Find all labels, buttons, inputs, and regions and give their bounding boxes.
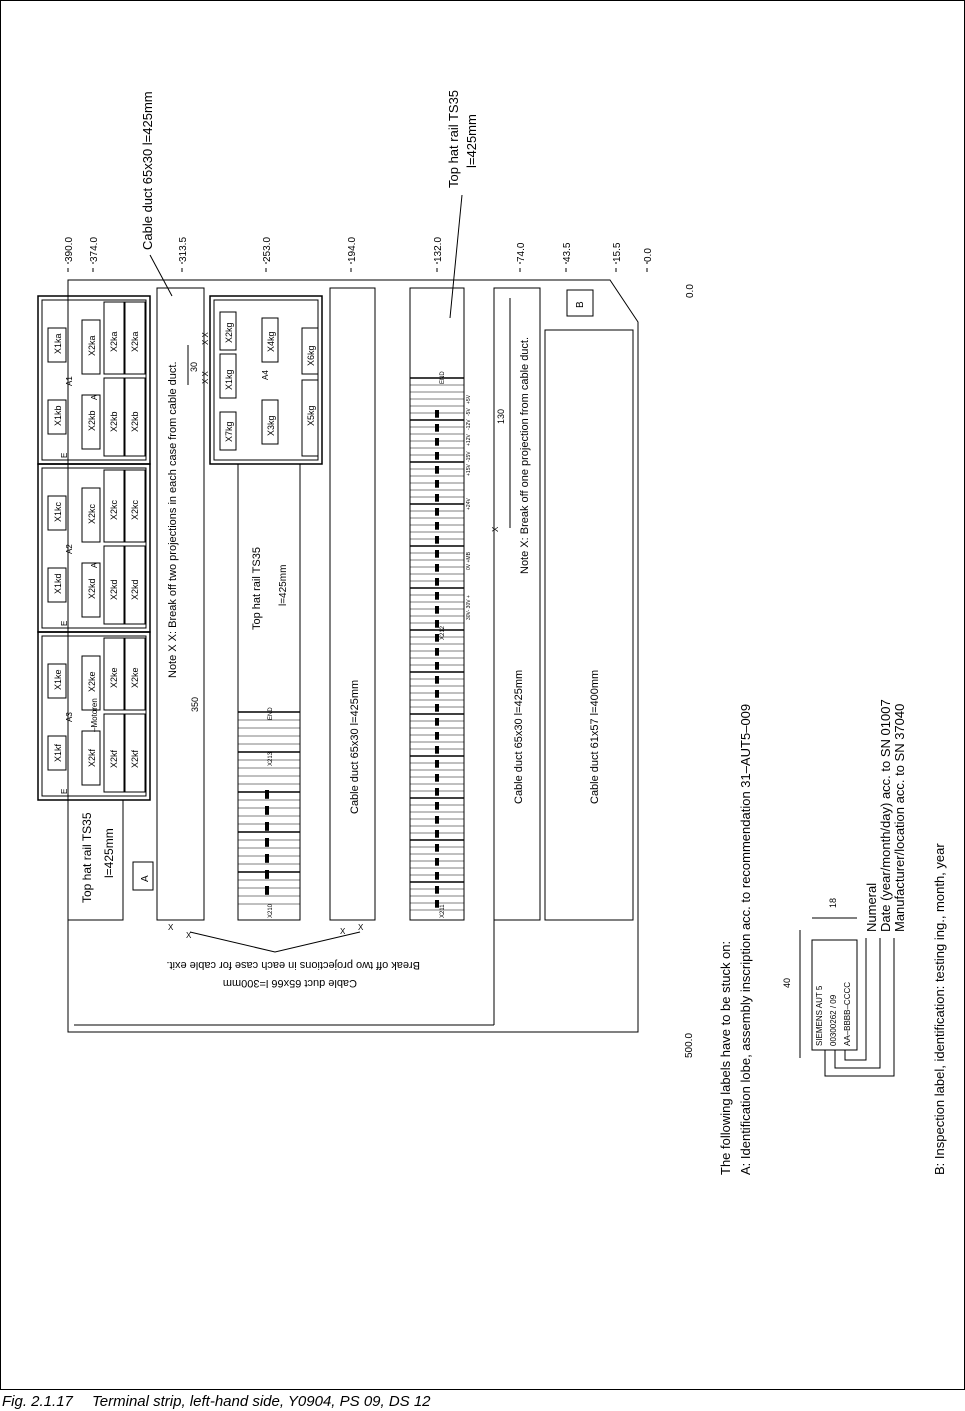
cell-x5kg: X5kg — [306, 405, 316, 426]
scale-132: 132.0 — [433, 236, 444, 262]
svg-text:-12V: -12V — [466, 419, 472, 430]
terminal-mark — [435, 662, 439, 670]
x-mark-right: X — [491, 526, 500, 532]
module-a2-name: A2 — [65, 544, 74, 554]
legend-intro: The following labels have to be stuck on: — [718, 940, 733, 1175]
label-a: A — [140, 875, 151, 882]
plate-width: 40 — [782, 977, 792, 988]
terminal-mark — [435, 816, 439, 824]
cell-x1ke: X1ke — [53, 669, 63, 690]
dim-30: 30 — [189, 361, 199, 372]
cell-x2kf: X2kf — [87, 748, 97, 767]
terminal-mark — [435, 648, 439, 656]
module-a3-left: E — [60, 788, 69, 794]
svg-text:-5V: -5V — [466, 408, 472, 416]
terminal-mark — [435, 718, 439, 726]
cell-x1kg: X1kg — [224, 369, 234, 390]
module-a2-left: E — [60, 620, 69, 626]
svg-text:-15V: -15V — [466, 451, 472, 462]
terminal-mark — [435, 788, 439, 796]
terminal-mark — [435, 746, 439, 754]
cell-x1kc: X1kc — [53, 501, 63, 522]
cell-x2ka-low2: X2ka — [130, 331, 140, 352]
cell-x1ka: X1ka — [53, 333, 63, 354]
terminal-mark — [435, 606, 439, 614]
cable-duct-right-label: Cable duct 65x30 l=425mm — [513, 669, 525, 804]
x-mark-b1: X — [168, 923, 174, 932]
scale-374: 374.0 — [89, 236, 100, 262]
cable-duct-far-label: Cable duct 61x57 l=400mm — [589, 669, 601, 804]
cell-x2kc: X2kc — [87, 503, 97, 524]
top-hat-rail-right-label-1: Top hat rail TS35 — [446, 89, 461, 188]
terminal-mark — [265, 854, 269, 863]
cell-x6kg: X6kg — [306, 345, 316, 366]
x211-terminals — [410, 378, 464, 910]
scale-74: 74.0 — [516, 242, 527, 262]
cell-x2ke-low: X2ke — [109, 667, 119, 688]
cell-x2ka: X2ka — [87, 335, 97, 356]
legend-numeral: Numeral — [864, 882, 879, 932]
figure-number: Fig. 2.1.17 — [2, 1393, 73, 1410]
terminal-mark — [435, 900, 439, 908]
cell-x3kg: X3kg — [266, 415, 276, 436]
dim-350: 350 — [190, 696, 200, 712]
module-a1-name: A1 — [65, 376, 74, 386]
cell-x2kb: X2kb — [87, 410, 97, 431]
terminal-mark — [435, 480, 439, 488]
cable-duct-mid-label: Cable duct 65x30 l=425mm — [349, 679, 361, 814]
terminal-mark — [435, 774, 439, 782]
cable-duct-right — [494, 288, 540, 920]
terminal-mark — [435, 522, 439, 530]
module-a1-left: E — [60, 452, 69, 458]
terminal-mark — [265, 838, 269, 847]
module-a3-sub: –Motoren — [90, 698, 99, 732]
cell-x1kd: X1kd — [53, 573, 63, 594]
terminal-mark — [435, 634, 439, 642]
terminal-mark — [435, 858, 439, 866]
leader-line — [450, 195, 462, 318]
terminal-mark — [435, 550, 439, 558]
terminal-mark — [435, 410, 439, 418]
cell-x2kb-low: X2kb — [109, 411, 119, 432]
legend-a: A: Identification lobe, assembly inscription acc. to recommendation 31–AUT5–009 — [738, 703, 753, 1175]
svg-text:+24V: +24V — [466, 498, 472, 510]
rail-x211 — [410, 288, 464, 920]
cell-x2kd-low: X2kd — [109, 579, 119, 600]
cell-x2kb-low2: X2kb — [130, 411, 140, 432]
top-hat-rail-left-label-1: Top hat rail TS35 — [80, 812, 94, 903]
origin-right: 0.0 — [685, 284, 696, 298]
plate-height: 18 — [828, 897, 838, 908]
bottom-duct-leaders — [190, 932, 360, 952]
plate-line-3: AA–BBBB–CCCC — [843, 981, 852, 1046]
cell-x2kc-low2: X2kc — [130, 499, 140, 520]
block-x213a: X213 — [268, 751, 274, 766]
terminal-mark — [435, 564, 439, 572]
module-a1-sub: A — [90, 394, 99, 400]
cell-x7kg: X7kg — [224, 421, 234, 442]
module-a2-sub: A — [90, 562, 99, 568]
module-a2 — [38, 464, 150, 632]
terminal-mark — [435, 508, 439, 516]
terminal-mark — [435, 760, 439, 768]
terminal-mark — [435, 830, 439, 838]
terminal-mark — [265, 886, 269, 895]
end-x210: END — [268, 707, 274, 720]
scale-194: 194.0 — [347, 236, 358, 262]
module-a1 — [38, 296, 150, 464]
cable-duct-note-xx — [157, 288, 204, 920]
terminal-mark — [435, 424, 439, 432]
cell-x2kc-low: X2kc — [109, 499, 119, 520]
top-hat-rail-right-label-2: l=425mm — [464, 114, 479, 168]
terminal-mark — [435, 466, 439, 474]
figure-caption — [2, 1393, 431, 1410]
note-x: Note X: Break off one projection from cable duct. — [519, 336, 531, 574]
svg-text:30V- 30V +: 30V- 30V + — [466, 595, 472, 620]
module-a3-name: A3 — [65, 712, 74, 722]
top-hat-rail-left-label-2: l=425mm — [102, 828, 116, 878]
cell-x2kd-low2: X2kd — [130, 579, 140, 600]
scale-15: 15.5 — [612, 242, 623, 262]
terminal-mark — [435, 704, 439, 712]
end-x211: END — [440, 371, 446, 384]
cable-duct-far — [545, 330, 633, 920]
terminal-mark — [435, 494, 439, 502]
note-xx: Note X X: Break off two projections in each case from cable duct. — [167, 361, 179, 678]
figure-title: Terminal strip, left-hand side, Y0904, PS 09, DS 12 — [92, 1393, 431, 1410]
scale-253: 253.0 — [262, 236, 273, 262]
cell-x2kf-low: X2kf — [109, 749, 119, 768]
terminal-mark — [435, 676, 439, 684]
voltage-labels — [466, 394, 472, 620]
svg-text:+12V: +12V — [466, 434, 472, 446]
terminal-mark — [435, 536, 439, 544]
cell-x2ka-low: X2ka — [109, 331, 119, 352]
terminal-mark — [435, 802, 439, 810]
module-a4-name: A4 — [261, 370, 270, 380]
legend — [718, 699, 947, 1175]
svg-text:+15V: +15V — [466, 464, 472, 476]
terminal-mark — [435, 690, 439, 698]
x-mark-b3: X — [340, 927, 346, 936]
scale-top — [64, 237, 696, 1058]
x210-terminals — [238, 712, 300, 904]
block-x211: X211 — [440, 904, 446, 918]
top-hat-rail-a4-1: Top hat rail TS35 — [251, 547, 263, 630]
terminal-mark — [435, 886, 439, 894]
bottom-duct-1: Cable duct 65x66 l=300mm — [222, 977, 357, 989]
terminal-mark — [265, 806, 269, 815]
legend-date: Date (year/month/day) acc. to SN 01007 — [878, 699, 893, 932]
plate-line-2: 00300262 / 09 — [829, 994, 838, 1046]
cable-duct-mid — [330, 288, 375, 920]
xx-mark-1: X X — [201, 332, 210, 345]
terminal-mark — [265, 790, 269, 799]
cable-duct-top-label: Cable duct 65x30 l=425mm — [140, 91, 155, 250]
terminal-mark — [435, 620, 439, 628]
xx-mark-2: X X — [201, 371, 210, 384]
dim-130: 130 — [496, 408, 506, 424]
scale-390: 390.0 — [64, 236, 75, 262]
terminal-mark — [435, 452, 439, 460]
terminal-mark — [435, 872, 439, 880]
cell-x2ke-low2: X2ke — [130, 667, 140, 688]
cell-x4kg: X4kg — [266, 331, 276, 352]
legend-manufacturer: Manufacturer/location acc. to SN 37040 — [892, 703, 907, 932]
cell-x2kg: X2kg — [224, 322, 234, 343]
plate-line-1: SIEMENS AUT 5 — [815, 985, 824, 1046]
block-x210: X210 — [268, 903, 274, 918]
cell-x2kf-low2: X2kf — [130, 749, 140, 768]
module-a4 — [210, 296, 322, 464]
origin-bottom: 500.0 — [684, 1032, 695, 1058]
terminal-mark — [435, 732, 439, 740]
terminal-mark — [435, 438, 439, 446]
label-b: B — [575, 301, 586, 308]
mounting-plate — [68, 280, 638, 1032]
cell-x2ke: X2ke — [87, 671, 97, 692]
scale-313: 313.5 — [178, 236, 189, 262]
block-x212: X212 — [440, 625, 446, 640]
svg-text:0V +MB: 0V +MB — [466, 552, 472, 570]
terminal-mark — [265, 822, 269, 831]
terminal-mark — [435, 592, 439, 600]
legend-b: B: Inspection label, identification: testing ing., month, year — [932, 843, 947, 1175]
terminal-mark — [435, 578, 439, 586]
x-mark-b4: X — [358, 923, 364, 932]
bottom-duct-2: Break off two projections in each case for cable exit. — [166, 959, 420, 971]
terminal-mark — [435, 844, 439, 852]
x-mark-b2: X — [186, 931, 192, 940]
cell-x2kd: X2kd — [87, 578, 97, 599]
module-a3 — [38, 632, 150, 800]
scale-43: 43.5 — [562, 242, 573, 262]
scale-0: 0.0 — [643, 248, 654, 262]
cell-x1kf: X1kf — [53, 743, 63, 762]
rail-x210 — [238, 464, 300, 920]
terminal-mark — [265, 870, 269, 879]
top-hat-rail-a4-2: l=425mm — [278, 564, 289, 606]
leader-line — [150, 255, 172, 296]
cell-x1kb: X1kb — [53, 405, 63, 426]
svg-text:+5V: +5V — [466, 394, 472, 404]
